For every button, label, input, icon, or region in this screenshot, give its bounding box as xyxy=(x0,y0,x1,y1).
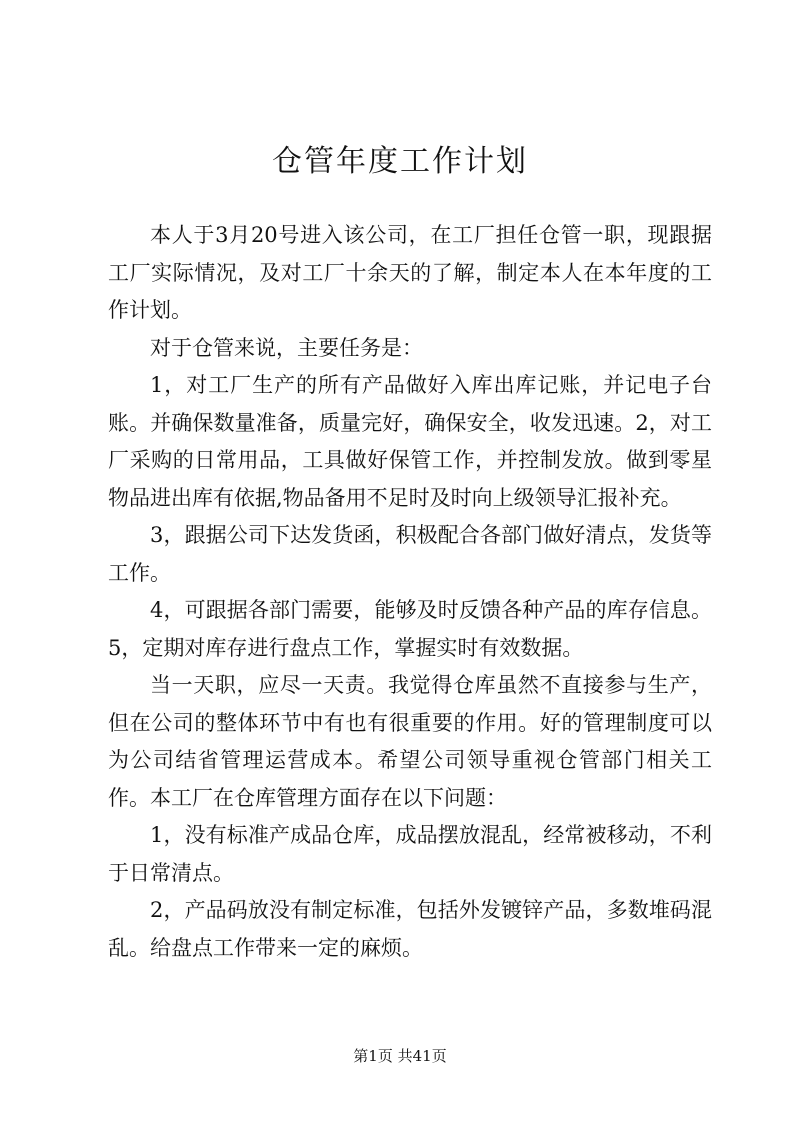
paragraph-responsibility: 当一天职，应尽一天责。我觉得仓库虽然不直接参与生产，但在公司的整体环节中有也有很重要的作用。好的管理制度可以为公司结省管理运营成本。希望公司领导重视仓管部门相关工作。本工厂在仓库管理方面存在以下问题： xyxy=(108,673,712,810)
document-title: 仓管年度工作计划 xyxy=(272,144,528,179)
paragraph-problem-1: 1，没有标准产成品仓库，成品摆放混乱，经常被移动，不利于日常清点。 xyxy=(108,823,712,885)
paragraph-main-tasks-heading: 对于仓管来说，主要任务是： xyxy=(150,335,423,360)
paragraph-task-3: 3，跟据公司下达发货函，积极配合各部门做好清点，发货等工作。 xyxy=(108,523,712,585)
page-footer: 第1页 共41页 xyxy=(353,1047,447,1065)
paragraph-intro: 本人于3月20号进入该公司，在工厂担任仓管一职，现跟据工厂实际情况，及对工厂十余天的了解，制定本人在本年度的工作计划。 xyxy=(108,223,712,322)
paragraph-task-1-2: 1，对工厂生产的所有产品做好入库出库记账，并记电子台账。并确保数量准备，质量完好，确保安全，收发迅速。2，对工厂采购的日常用品，工具做好保管工作，并控制发放。做到零星物品进出库有依据,物品备用不足时及时向上级领导汇报补充。 xyxy=(108,373,712,510)
document-body xyxy=(108,217,712,967)
paragraph-problem-2: 2，产品码放没有制定标准，包括外发镀锌产品，多数堆码混乱。给盘点工作带来一定的麻烦。 xyxy=(108,898,712,960)
paragraph-task-4-5: 4，可跟据各部门需要，能够及时反馈各种产品的库存信息。5，定期对库存进行盘点工作，掌握实时有效数据。 xyxy=(108,598,712,660)
